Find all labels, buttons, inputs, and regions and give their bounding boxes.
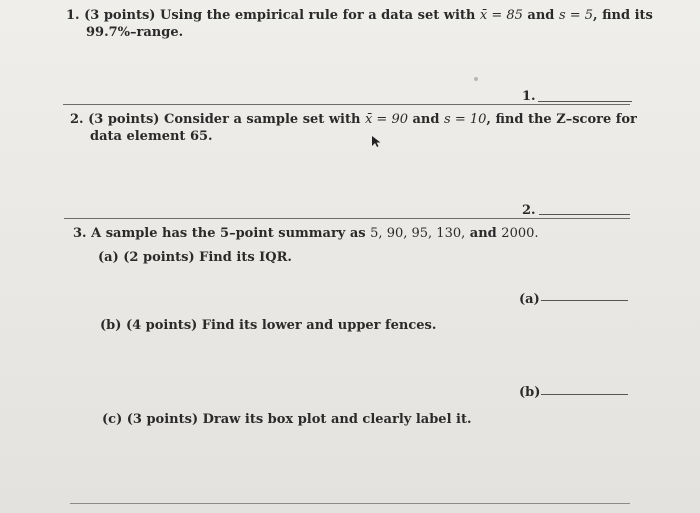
question-1-line-2: 99.7%–range.	[86, 25, 184, 40]
question-1-mean: x̄ = 85	[479, 8, 523, 23]
question-3-and: and	[465, 226, 502, 241]
question-3c-label: (c)	[102, 412, 123, 427]
question-3-line-1	[73, 225, 539, 242]
question-3b-label: (b)	[100, 318, 122, 333]
answer-3b-label: (b)	[519, 385, 541, 400]
question-1-sd: s = 5	[558, 8, 594, 23]
question-1-and: and	[522, 8, 559, 23]
question-1-number: 1.	[66, 8, 80, 23]
question-3b-text: (4 points) Find its lower and upper fences.	[125, 318, 437, 333]
question-2-and: and	[407, 112, 445, 127]
question-3-values: 5, 90, 95, 130,	[370, 226, 466, 241]
question-3b	[100, 317, 436, 334]
question-1-line-1	[66, 7, 653, 24]
question-2-tail: , find the Z–score for	[486, 112, 637, 127]
question-3c-text: (3 points) Draw its box plot and clearly label it.	[126, 412, 472, 427]
question-1-lead: (3 points) Using the empirical rule for a data set with	[84, 8, 480, 23]
answer-2-line	[539, 214, 630, 215]
divider-2	[64, 218, 630, 219]
question-2-line-2: data element 65.	[90, 129, 213, 144]
question-3a	[98, 249, 292, 266]
answer-3a-label: (a)	[519, 292, 540, 307]
question-3c	[102, 411, 472, 428]
answer-1-line	[538, 101, 632, 102]
question-3a-label: (a)	[98, 250, 119, 265]
answer-3b-line	[541, 394, 628, 395]
question-2-lead: (3 points) Consider a sample set with	[88, 112, 365, 127]
question-2-mean: x̄ = 90	[364, 112, 408, 127]
question-2-line-1	[70, 111, 637, 128]
question-3-number: 3.	[73, 226, 87, 241]
stray-mark	[474, 77, 478, 81]
answer-3a-line	[541, 300, 628, 301]
question-3-last-value: 2000.	[501, 226, 539, 241]
bottom-divider	[70, 503, 630, 504]
question-3a-text: (2 points) Find its IQR.	[123, 250, 292, 265]
divider-1	[63, 104, 630, 105]
question-2-number: 2.	[70, 112, 84, 127]
answer-1-label: 1.	[522, 89, 536, 104]
question-1-tail: , find its	[593, 8, 653, 23]
answer-2-label: 2.	[522, 203, 536, 218]
question-2-sd: s = 10	[444, 112, 487, 127]
mouse-cursor-icon	[371, 135, 381, 148]
question-3-text: A sample has the 5–point summary as	[91, 226, 371, 241]
